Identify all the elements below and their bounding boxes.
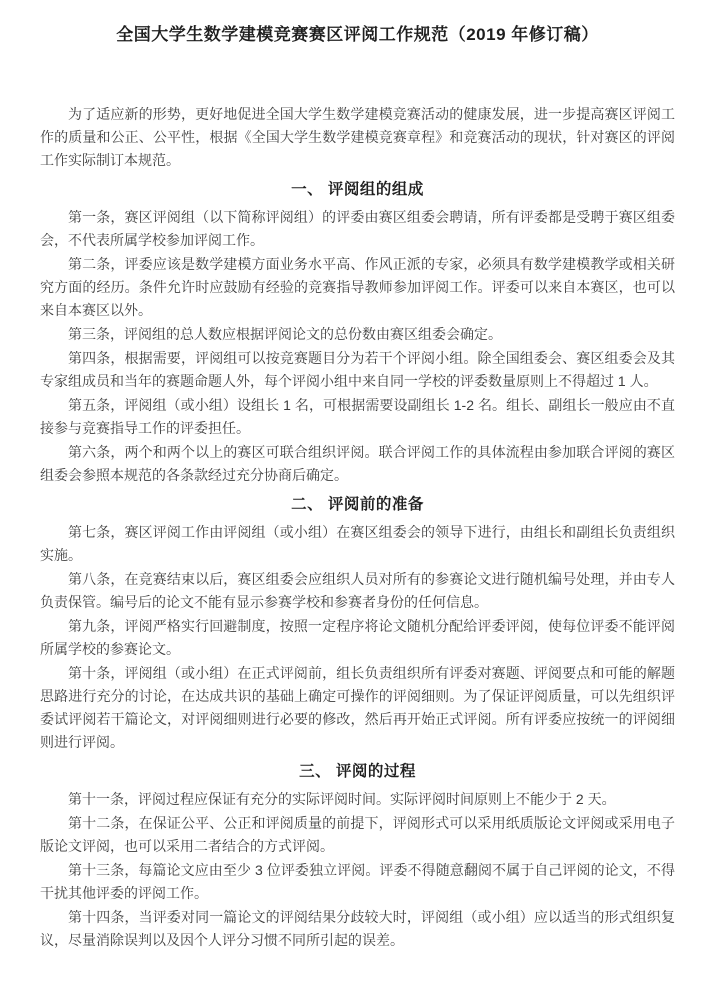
section-heading-3: 三、 评阅的过程 — [299, 763, 416, 780]
article-2-paragraph: 第二条，评委应该是数学建模方面业务水平高、作风正派的专家，必须具有数学建模教学或相关研究方面的经历。条件允许时应鼓励有经验的竞赛指导教师参加评阅工作。评委可以来自本赛区，也可以来自本赛区以外。 — [40, 256, 675, 318]
article-5-paragraph: 第五条，评阅组（或小组）设组长 1 名，可根据需要设副组长 1-2 名。组长、副组长一般应由不直接参与竞赛指导工作的评委担任。 — [40, 397, 675, 436]
article-13-paragraph: 第十三条，每篇论文应由至少 3 位评委独立评阅。评委不得随意翻阅不属于自己评阅的论文，不得干扰其他评委的评阅工作。 — [40, 862, 675, 901]
article-12-paragraph: 第十二条，在保证公平、公正和评阅质量的前提下，评阅形式可以采用纸质版论文评阅或采用电子版论文评阅，也可以采用二者结合的方式评阅。 — [40, 815, 675, 854]
article-14-paragraph: 第十四条，当评委对同一篇论文的评阅结果分歧较大时，评阅组（或小组）应以适当的形式组织复议，尽量消除误判以及因个人评分习惯不同所引起的误差。 — [40, 909, 675, 948]
article-10-paragraph: 第十条，评阅组（或小组）在正式评阅前，组长负责组织所有评委对赛题、评阅要点和可能的解题思路进行充分的讨论，在达成共识的基础上确定可操作的评阅细则。为了保证评阅质量，可以先组织评委试评阅若干篇论文，对评阅细则进行必要的修改，然后再开始正式评阅。所有评委应按统一的评阅细则进行评阅。 — [40, 665, 675, 750]
article-11-paragraph: 第十一条，评阅过程应保证有充分的实际评阅时间。实际评阅时间原则上不能少于 2 天。 — [68, 791, 616, 807]
article-9-paragraph: 第九条，评阅严格实行回避制度，按照一定程序将论文随机分配给评委评阅，使每位评委不能评阅所属学校的参赛论文。 — [40, 618, 675, 657]
article-4-paragraph: 第四条，根据需要，评阅组可以按竞赛题目分为若干个评阅小组。除全国组委会、赛区组委会及其专家组成员和当年的赛题命题人外，每个评阅小组中来自同一学校的评委数量原则上不得超过 1 人。 — [40, 350, 675, 389]
section-heading-1: 一、 评阅组的组成 — [291, 181, 424, 198]
document-title: 全国大学生数学建模竞赛赛区评阅工作规范（2019 年修订稿） — [116, 25, 599, 44]
article-7-paragraph: 第七条，赛区评阅工作由评阅组（或小组）在赛区组委会的领导下进行，由组长和副组长负责组织实施。 — [40, 524, 675, 563]
article-8-paragraph: 第八条，在竞赛结束以后，赛区组委会应组织人员对所有的参赛论文进行随机编号处理，并由专人负责保管。编号后的论文不能有显示参赛学校和参赛者身份的任何信息。 — [40, 571, 675, 610]
article-1-paragraph: 第一条，赛区评阅组（以下简称评阅组）的评委由赛区组委会聘请，所有评委都是受聘于赛区组委会，不代表所属学校参加评阅工作。 — [40, 209, 675, 248]
article-3-paragraph: 第三条，评阅组的总人数应根据评阅论文的总份数由赛区组委会确定。 — [68, 326, 502, 342]
section-heading-2: 二、 评阅前的准备 — [291, 496, 424, 513]
intro-paragraph: 为了适应新的形势，更好地促进全国大学生数学建模竞赛活动的健康发展，进一步提高赛区评阅工作的质量和公正、公平性，根据《全国大学生数学建模竞赛章程》和竞赛活动的现状，针对赛区的评阅工作实际制订本规范。 — [40, 106, 675, 168]
article-6-paragraph: 第六条，两个和两个以上的赛区可联合组织评阅。联合评阅工作的具体流程由参加联合评阅的赛区组委会参照本规范的各条款经过充分协商后确定。 — [40, 444, 675, 483]
